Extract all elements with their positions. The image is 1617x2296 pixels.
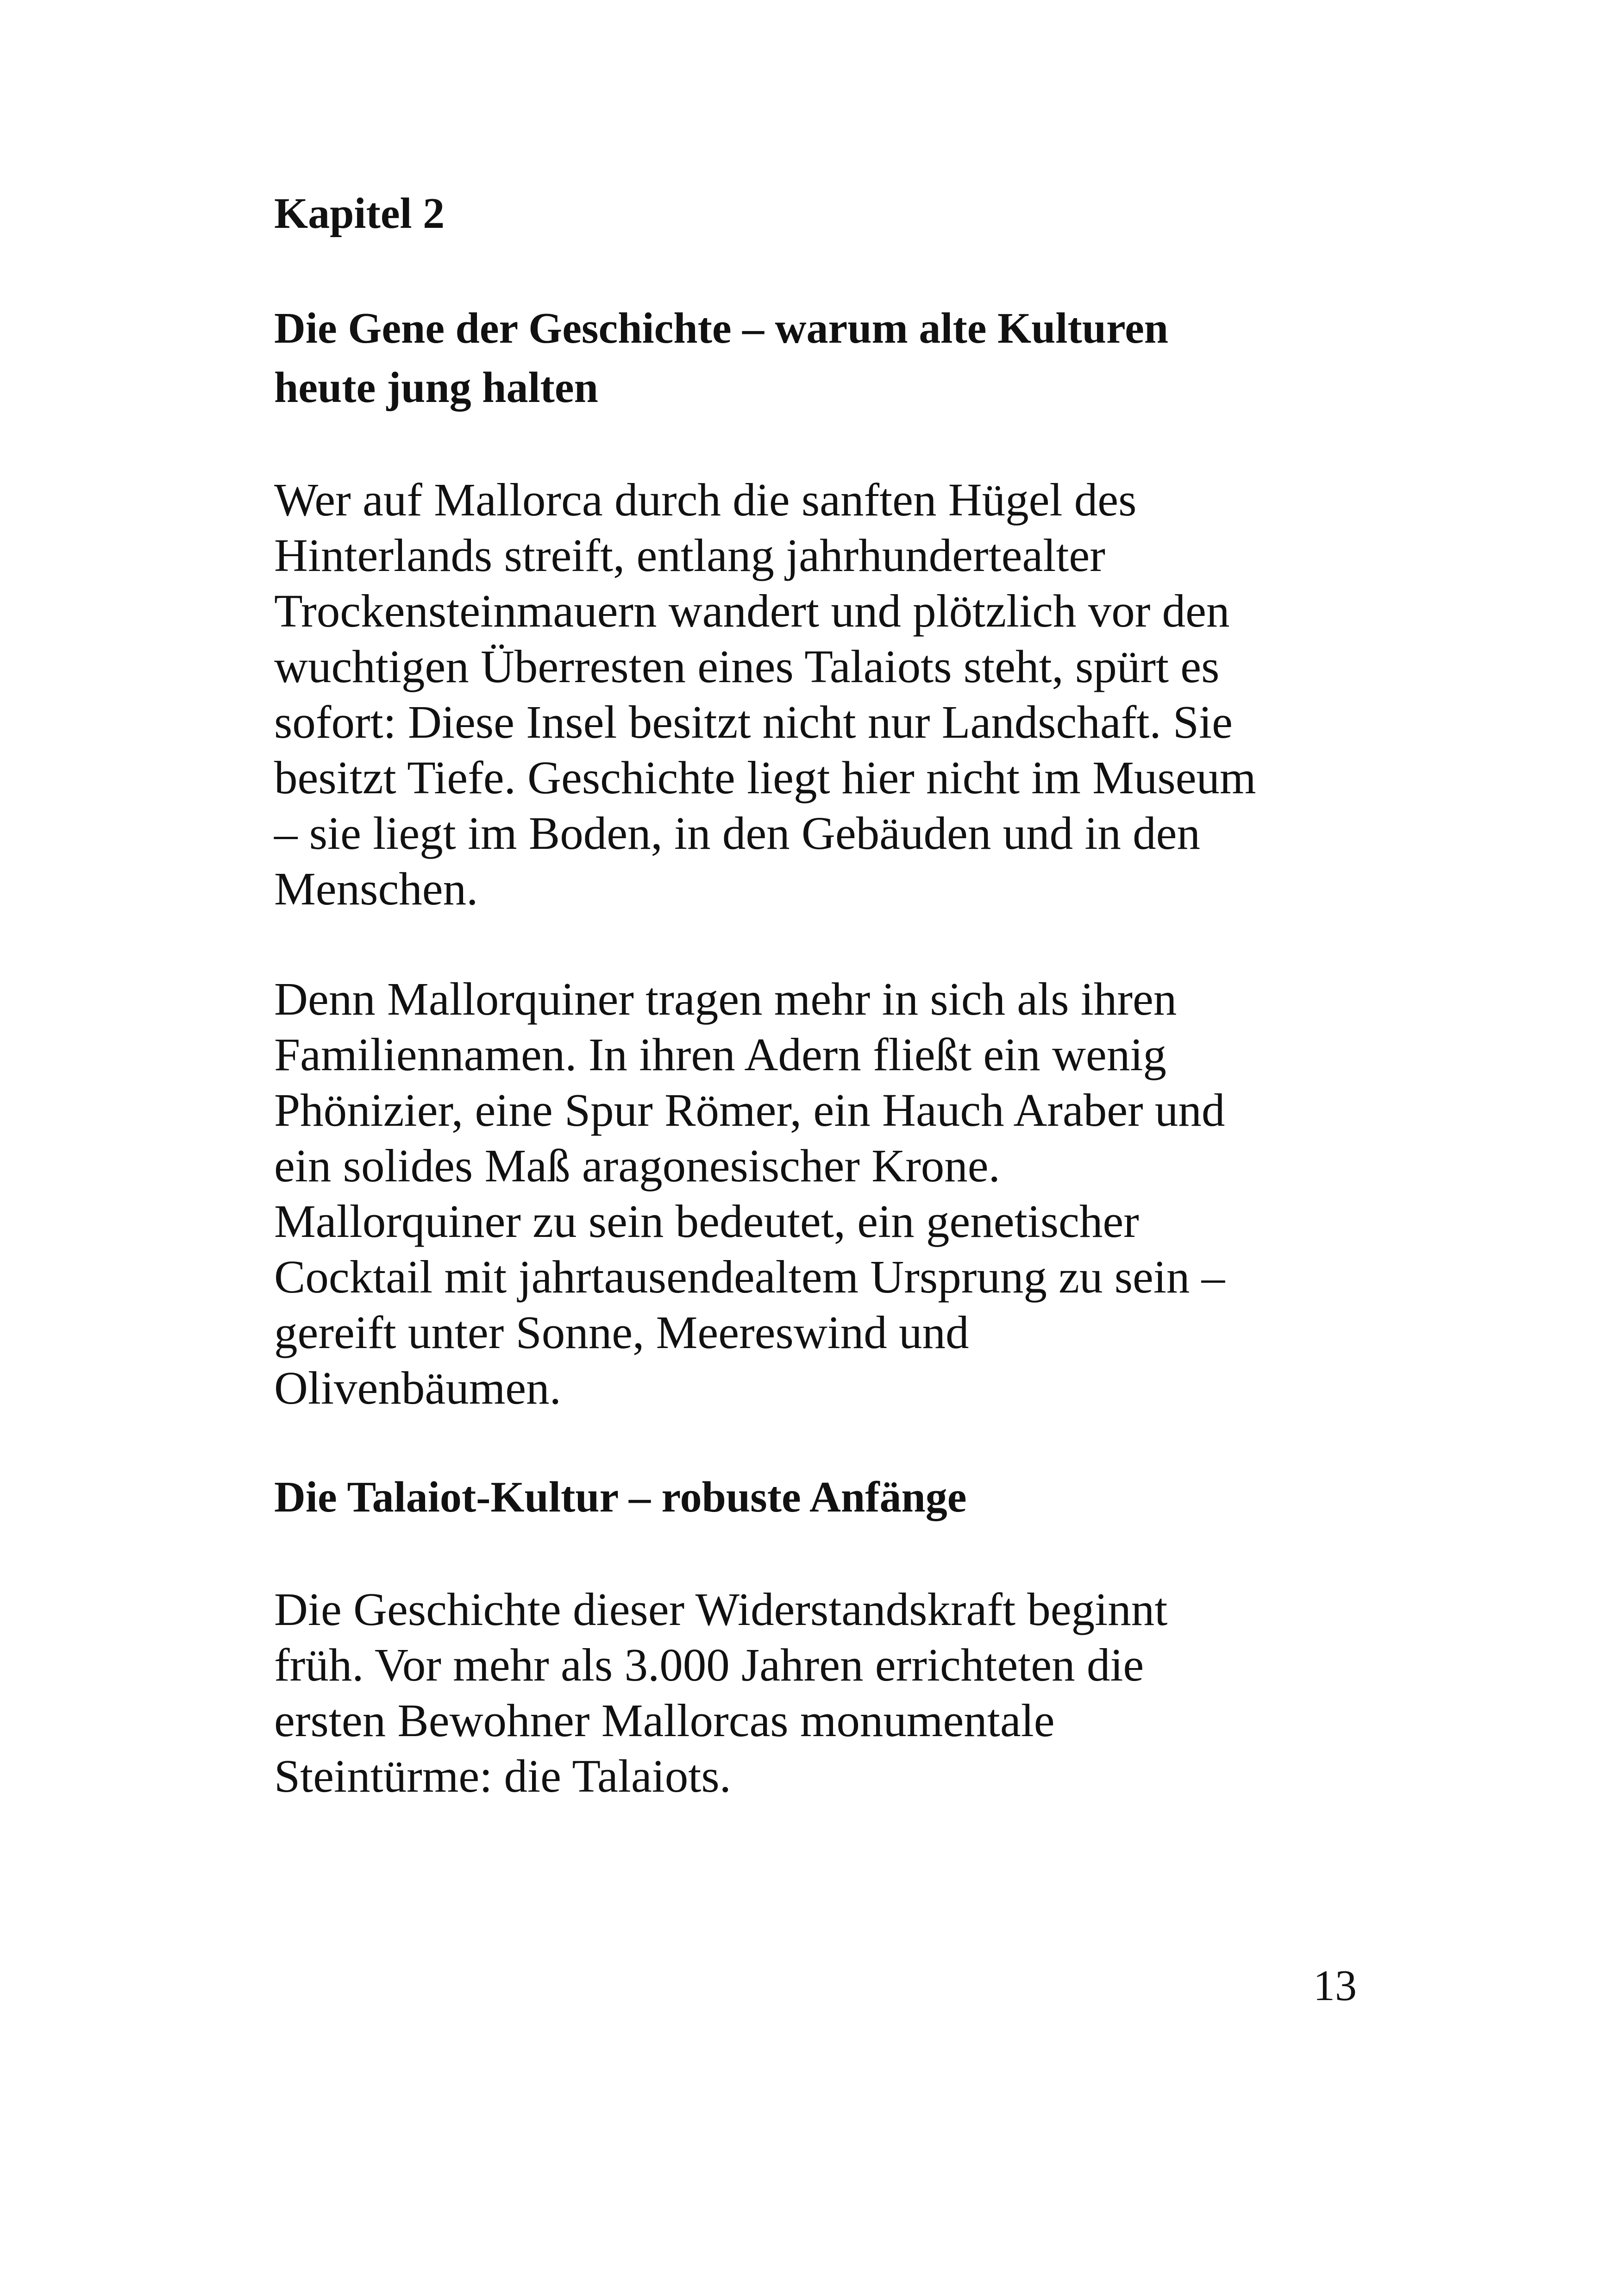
chapter-title	[274, 299, 1358, 417]
paragraph-line: Menschen.	[274, 863, 478, 915]
paragraph-line: Cocktail mit jahrtausendealtem Ursprung zu sein –	[274, 1251, 1225, 1303]
paragraph-line: Hinterlands streift, entlang jahrhundertealter	[274, 529, 1105, 581]
paragraph-line: früh. Vor mehr als 3.000 Jahren errichteten die	[274, 1639, 1144, 1691]
paragraph-line: – sie liegt im Boden, in den Gebäuden und in den	[274, 807, 1200, 859]
page-number: 13	[1313, 1962, 1357, 2010]
paragraph-line: Mallorquiner zu sein bedeutet, ein genetischer	[274, 1195, 1139, 1247]
paragraph-line: Familiennamen. In ihren Adern fließt ein wenig	[274, 1029, 1166, 1080]
chapter-label: Kapitel 2	[274, 189, 445, 238]
chapter-title-line: Die Gene der Geschichte – warum alte Kulturen	[274, 304, 1169, 352]
paragraph-line: ersten Bewohner Mallorcas monumentale	[274, 1694, 1055, 1746]
paragraph-line: Denn Mallorquiner tragen mehr in sich als ihren	[274, 973, 1177, 1025]
paragraph-line: Trockensteinmauern wandert und plötzlich vor den	[274, 585, 1230, 637]
paragraph-line: besitzt Tiefe. Geschichte liegt hier nicht im Museum	[274, 752, 1256, 803]
paragraph-line: gereift unter Sonne, Meereswind und	[274, 1306, 969, 1358]
paragraph-line: Wer auf Mallorca durch die sanften Hügel des	[274, 474, 1137, 526]
paragraph-line: ein solides Maß aragonesischer Krone.	[274, 1140, 1000, 1192]
section-heading: Die Talaiot-Kultur – robuste Anfänge	[274, 1473, 967, 1521]
paragraph-line: Olivenbäumen.	[274, 1362, 561, 1414]
paragraph-3	[274, 1581, 1358, 1804]
page-content	[274, 183, 1358, 1804]
paragraph-line: wuchtigen Überresten eines Talaiots steht, spürt es	[274, 640, 1220, 692]
paragraph-line: Phönizier, eine Spur Römer, ein Hauch Araber und	[274, 1084, 1225, 1136]
chapter-title-line: heute jung halten	[274, 364, 598, 412]
paragraph-line: sofort: Diese Insel besitzt nicht nur Landschaft. Sie	[274, 696, 1233, 748]
paragraph-2	[274, 971, 1358, 1416]
paragraph-line: Steintürme: die Talaiots.	[274, 1750, 731, 1802]
paragraph-1	[274, 472, 1358, 916]
paragraph-line: Die Geschichte dieser Widerstandskraft beginnt	[274, 1583, 1168, 1635]
